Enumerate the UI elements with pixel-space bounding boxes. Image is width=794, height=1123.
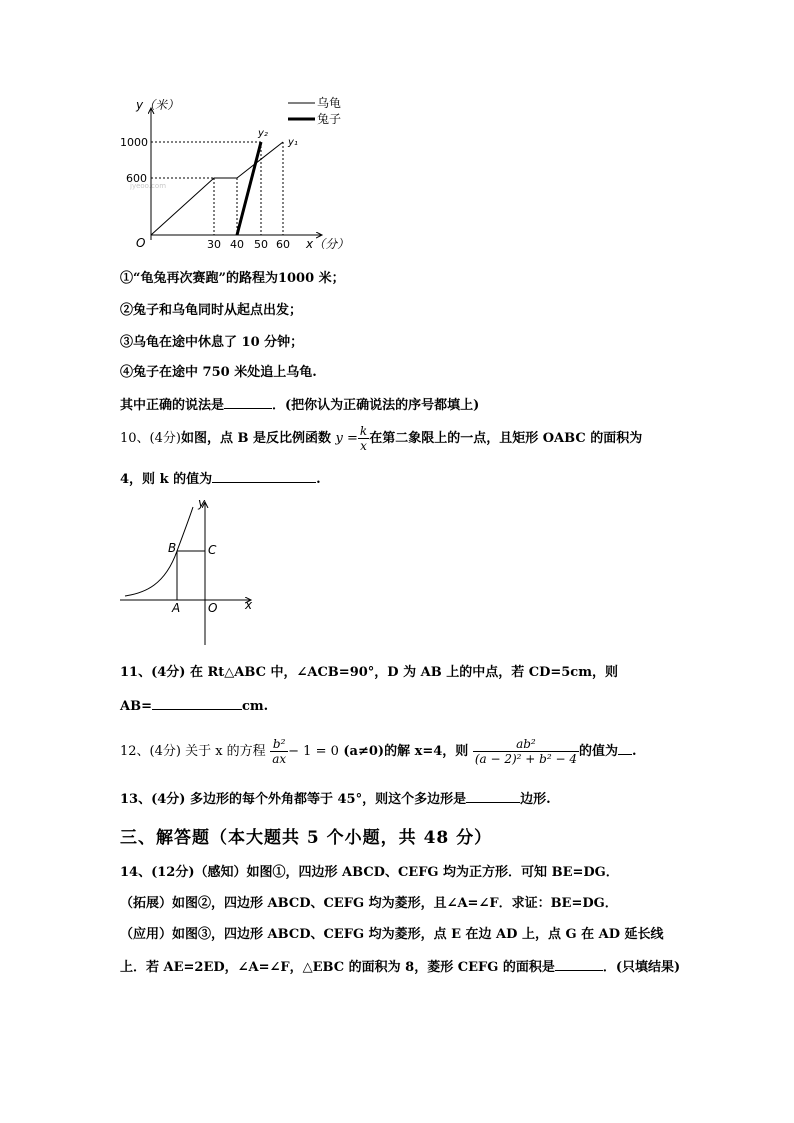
q12-cond: (a≠0)的解 x=4，则 (343, 744, 469, 759)
q10-answer-blank[interactable] (212, 470, 316, 483)
q10-line2 (120, 470, 321, 489)
q10-text2: 在第二象限上的一点，且矩形 OABC 的面积为 (369, 431, 643, 446)
q10-frac-num: k (359, 424, 368, 438)
x-tick-50: 50 (254, 238, 268, 251)
x-axis-label-2: x (245, 598, 253, 612)
y-axis-label-2: y (198, 496, 206, 510)
q9-conclusion-pre: 其中正确的说法是 (120, 398, 225, 413)
x-tick-40: 40 (230, 238, 244, 251)
q10-text1: 如图，点 B 是反比例函数 (180, 431, 332, 446)
q10-line1 (120, 424, 642, 454)
q11-answer-blank[interactable] (152, 697, 242, 710)
q12-prefix: 12、(4分) 关于 x 的方程 (120, 744, 266, 759)
section-title: 三、解答题（本大题共 5 个小题，共 48 分） (120, 828, 493, 848)
q12-end: . (631, 744, 637, 759)
q11-line2-pre: AB= (120, 699, 152, 714)
q12-eq-den: ax (272, 752, 287, 766)
q14-line1: 14、(12分)（感知）如图①，四边形 ABCD、CEFG 均为正方形．可知 BE=DG． (120, 865, 619, 880)
watermark: jyeoo.com (130, 182, 167, 190)
q10-line2-pre: 4，则 k 的值为 (120, 472, 213, 487)
statement-2-num: ② (120, 303, 134, 318)
q10-frac-den: x (358, 438, 369, 453)
point-b-label: B (168, 541, 177, 555)
q12-suffix: 的值为 (578, 744, 618, 759)
statement-1-num: ① (120, 271, 134, 286)
q12-expr-fraction (473, 737, 579, 766)
q9-conclusion-post: ．(把你认为正确说法的序号都填上) (272, 398, 480, 413)
q9-conclusion (120, 396, 479, 415)
q10-func-lhs: y = (335, 431, 358, 446)
q12-expr-den: (a − 2)² + b² − 4 (474, 752, 577, 766)
statement-2 (120, 302, 302, 320)
y-tick-1000: 1000 (120, 136, 148, 149)
statement-4-text: 兔子在途中 750 米处追上乌龟. (133, 365, 317, 380)
legend-rabbit: 兔子 (317, 112, 342, 126)
q9-answer-blank[interactable] (224, 396, 272, 409)
q14-answer-blank[interactable] (555, 958, 603, 971)
q14-line2: （拓展）如图②，四边形 ABCD、CEFG 均为菱形，且∠A=∠F．求证：BE=DG． (120, 896, 618, 911)
y1-label: y₁ (288, 137, 298, 148)
q12-eq-fraction (270, 737, 288, 766)
point-c-label: C (208, 543, 217, 557)
statement-3 (120, 334, 303, 352)
race-chart (110, 90, 370, 260)
tortoise-line (151, 142, 283, 235)
q14-line4-post: ．(只填结果) (602, 960, 681, 975)
statement-2-text: 兔子和乌龟同时从起点出发； (133, 303, 303, 318)
y-axis-label: y（米） (136, 98, 180, 112)
q12-eq-num: b² (272, 737, 286, 751)
legend-tortoise: 乌龟 (317, 96, 342, 110)
q14-line4-pre: 上．若 AE=2ED，∠A=∠F，△EBC 的面积为 8，菱形 CEFG 的面积是 (120, 960, 555, 975)
q10-fraction (358, 424, 369, 453)
origin-label-2: O (208, 601, 218, 615)
q12-eq-rest: − 1 = 0 (288, 744, 339, 759)
q12-line (120, 730, 637, 774)
statement-1 (120, 270, 345, 288)
q14-line4 (120, 958, 680, 977)
rectangle-oabc (177, 551, 205, 600)
q10-prefix: 10、(4分) (120, 431, 181, 446)
statement-3-text: 乌龟在途中休息了 10 分钟； (133, 335, 304, 350)
q13-post: 边形. (520, 792, 551, 807)
q12-answer-blank[interactable] (618, 742, 632, 755)
statement-3-num: ③ (120, 335, 134, 350)
statement-1-text: “龟兔再次赛跑”的路程为1000 米； (133, 271, 345, 286)
x-tick-60: 60 (276, 238, 290, 251)
q10-line2-post: . (316, 472, 321, 487)
point-a-label: A (172, 601, 181, 615)
q12-expr-num: ab² (516, 737, 536, 751)
q13-answer-blank[interactable] (466, 790, 520, 803)
q13-line (120, 790, 551, 809)
q11-line2 (120, 697, 268, 716)
y-tick-600: 600 (126, 172, 147, 185)
q11-line1: 11、(4分) 在 Rt△ABC 中，∠ACB=90°，D 为 AB 上的中点，若 CD=5cm，则 (120, 665, 618, 680)
q14-line3: （应用）如图③，四边形 ABCD、CEFG 均为菱形，点 E 在边 AD 上，点 G 在 AD 延长线 (120, 927, 664, 942)
y2-label: y₂ (258, 128, 268, 139)
x-tick-30: 30 (207, 238, 221, 251)
statement-4 (120, 364, 317, 382)
origin-label: O (136, 236, 146, 250)
statement-4-num: ④ (120, 365, 134, 380)
q11-line2-post: cm. (241, 699, 269, 714)
x-axis-label: x（分） (306, 237, 350, 251)
q13-pre: 13、(4分) 多边形的每个外角都等于 45°，则这个多边形是 (120, 792, 467, 807)
hyperbola-graph (115, 495, 260, 647)
rabbit-line (237, 142, 261, 235)
